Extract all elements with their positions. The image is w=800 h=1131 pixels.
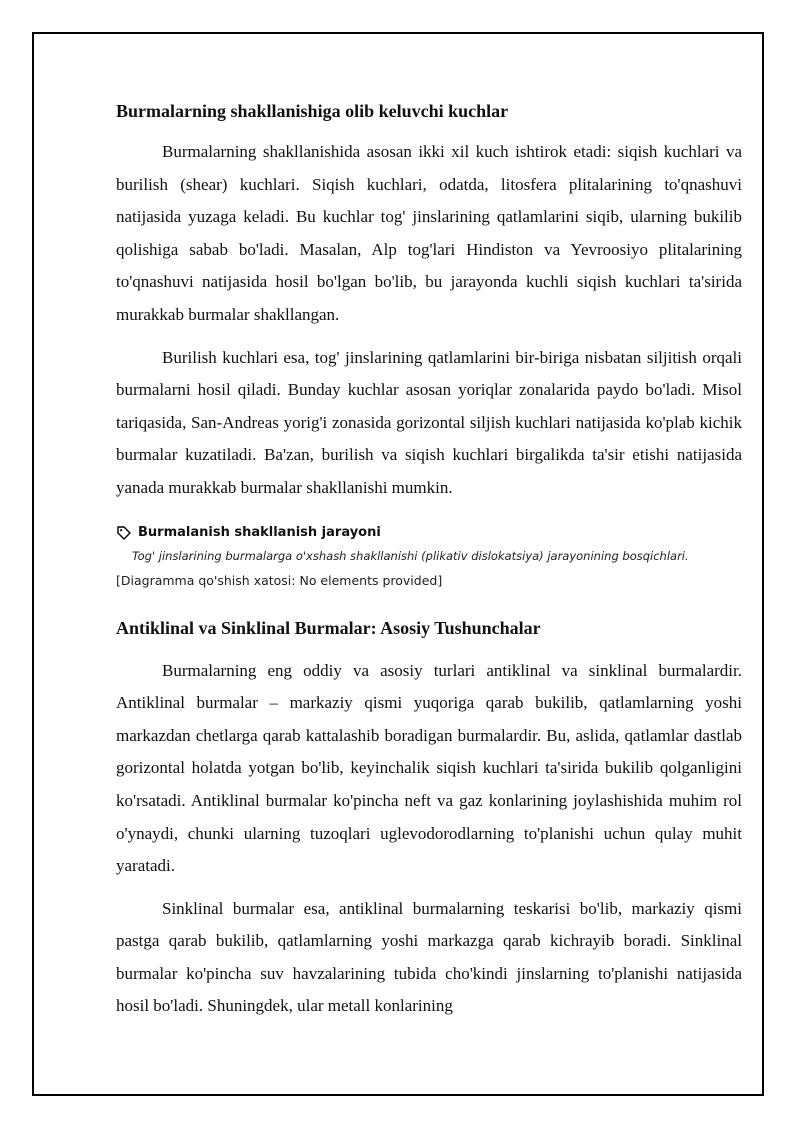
tag-icon [116, 525, 132, 541]
diagram-block [116, 523, 742, 593]
diagram-subtitle: Tog' jinslarining burmalarga o'xshash shakllanishi (plikativ dislokatsiya) jarayonining bosqichlari. [132, 548, 689, 563]
diagram-title: Burmalanish shakllanish jarayoni [138, 525, 381, 541]
diagram-title-row [116, 523, 742, 543]
paragraph-shear-forces: Burilish kuchlari esa, tog' jinslarining qatlamlarini bir-biriga nisbatan siljitish orqali burmalarni hosil qiladi. Bunday kuchlar asosan yoriqlar zonalarida paydo bo'ladi. Misol tariqasida, San-Andreas yorig'i zonasida gorizontal siljish kuchlari natijasida ko'plab kichik burmalar kuzatiladi. Ba'zan, burilish va siqish kuchlari birgalikda ta'sir etishi natijasida yanada murakkab burmalar shakllanishi mumkin. [116, 347, 742, 497]
document-body [116, 98, 742, 1023]
paragraph-compression-forces: Burmalarning shakllanishida asosan ikki xil kuch ishtirok etadi: siqish kuchlari va burilish (shear) kuchlari. Siqish kuchlari, odatda, litosfera plitalarining to'qnashuvi natijasida yuzaga keladi. Bu kuchlar tog' jinslarining qatlamlarini siqib, ularning bukilib qolishiga sabab bo'ladi. Masalan, Alp tog'lari Hindiston va Yevroosiyo plitalarining to'qnashuvi natijasida hosil bo'lgan bo'lib, bu jarayonda kuchli siqish kuchlari ta'sirida murakkab burmalar shakllangan. [116, 142, 742, 324]
diagram-error: [Diagramma qo'shish xatosi: No elements provided] [116, 572, 443, 588]
section-heading-forces: Burmalarning shakllanishiga olib keluvchi kuchlar [116, 101, 509, 121]
section-heading-anticline-syncline: Antiklinal va Sinklinal Burmalar: Asosiy Tushunchalar [116, 617, 541, 638]
paragraph-anticline: Burmalarning eng oddiy va asosiy turlari antiklinal va sinklinal burmalardir. Antiklinal burmalar – markaziy qismi yuqoriga qarab bukilib, qatlamlarning yoshi markazdan chetlarga qarab kattalashib boradigan burmalardir. Bu, aslida, qatlamlar dastlab gorizontal holatda yotgan bo'lib, keyinchalik siqish kuchlari ta'sirida bukilib qolganligini ko'rsatadi. Antiklinal burmalar ko'pincha neft va gaz konlarining joylashishida muhim rol o'ynaydi, chunki ularning tuzoqlari uglevodorodlarning to'planishi uchun qulay muhit yaratadi. [116, 660, 742, 876]
paragraph-syncline: Sinklinal burmalar esa, antiklinal burmalarning teskarisi bo'lib, markaziy qismi pastga qarab bukilib, qatlamlarning yoshi markazga qarab kichrayib boradi. Sinklinal burmalar ko'pincha suv havzalarining tubida cho'kindi jinslarning to'planishi natijasida hosil bo'ladi. Shuningdek, ular metall konlarining [116, 898, 742, 1016]
